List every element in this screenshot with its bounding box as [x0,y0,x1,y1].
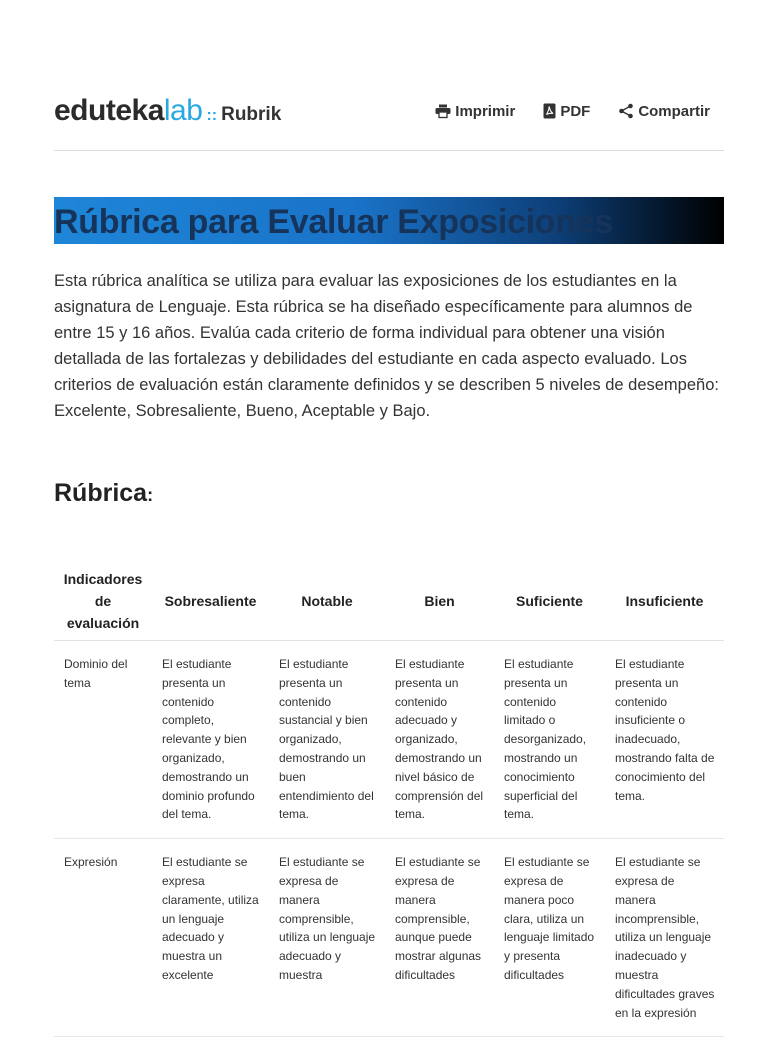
rubric-table [54,562,724,1037]
table-cell: El estudiante presenta un contenido sustancial y bien organizado, demostrando un buen entendimiento del tema. [269,641,385,839]
site-header [54,88,724,134]
table-cell: El estudiante presenta un contenido limitado o desorganizado, mostrando un conocimiento superficial del tema. [494,641,605,839]
table-cell: El estudiante se expresa de manera comprensible, aunque puede mostrar algunas dificultades [385,839,494,1037]
print-label: Imprimir [455,102,516,120]
table-cell: El estudiante se expresa de manera comprensible, utiliza un lenguaje adecuado y muestra [269,839,385,1037]
brand-lab: lab [163,94,203,127]
share-icon [618,103,634,119]
table-cell: El estudiante se expresa de manera poco clara, utiliza un lenguaje limitado y presenta dificultades [494,839,605,1037]
brand-eduteka: eduteka [54,94,164,127]
table-cell: El estudiante se expresa de manera incomprensible, utiliza un lenguaje inadecuado y muestra dificultades graves en la expresión [605,839,724,1037]
printer-icon [435,104,451,118]
header-indicators: Indicadores de evaluación [54,562,152,641]
table-cell: El estudiante presenta un contenido insuficiente o inadecuado, mostrando falta de conocimiento del tema. [605,641,724,839]
brand-rubrik: Rubrik [221,104,282,125]
brand-separator: :: [206,107,218,124]
pdf-icon [543,103,556,119]
print-button[interactable] [435,103,515,120]
page-title: Rúbrica para Evaluar Exposiciones [54,203,613,241]
share-button[interactable] [618,103,710,120]
table-cell: El estudiante presenta un contenido adecuado y organizado, demostrando un nivel básico de comprensión del tema. [385,641,494,839]
header-notable: Notable [269,562,385,641]
header-suficiente: Suficiente [494,562,605,641]
brand-logo[interactable] [54,94,281,128]
header-divider [54,150,724,151]
criterion-cell: Expresión [54,839,152,1037]
pdf-label: PDF [560,102,591,120]
table-row [54,839,724,1037]
share-label: Compartir [638,102,710,120]
table-row [54,641,724,839]
header-actions [435,103,710,120]
header-bien: Bien [385,562,494,641]
header-sobresaliente: Sobresaliente [152,562,269,641]
table-header-row [54,562,724,641]
section-heading-text: Rúbrica [54,479,148,507]
table-cell: El estudiante se expresa claramente, utiliza un lenguaje adecuado y muestra un excelente [152,839,269,1037]
section-heading [54,479,153,508]
intro-paragraph: Esta rúbrica analítica se utiliza para evaluar las exposiciones de los estudiantes en la asignatura de Lenguaje. Esta rúbrica se ha diseñado específicamente para alumnos de entre 15 y 16 años. Evalúa cada criterio de forma individual para obtener una visión detallada de las fortalezas y debilidades del estudiante en cada aspecto evaluado. Los criterios de evaluación están claramente definidos y se describen 5 niveles de desempeño: Excelente, Sobresaliente, Bueno, Aceptable y Bajo. [54,272,719,420]
title-banner [54,197,724,244]
header-insuficiente: Insuficiente [605,562,724,641]
section-heading-colon: : [147,485,154,505]
pdf-button[interactable] [543,103,590,120]
table-cell: El estudiante presenta un contenido completo, relevante y bien organizado, demostrando un dominio profundo del tema. [152,641,269,839]
criterion-cell: Dominio del tema [54,641,152,839]
